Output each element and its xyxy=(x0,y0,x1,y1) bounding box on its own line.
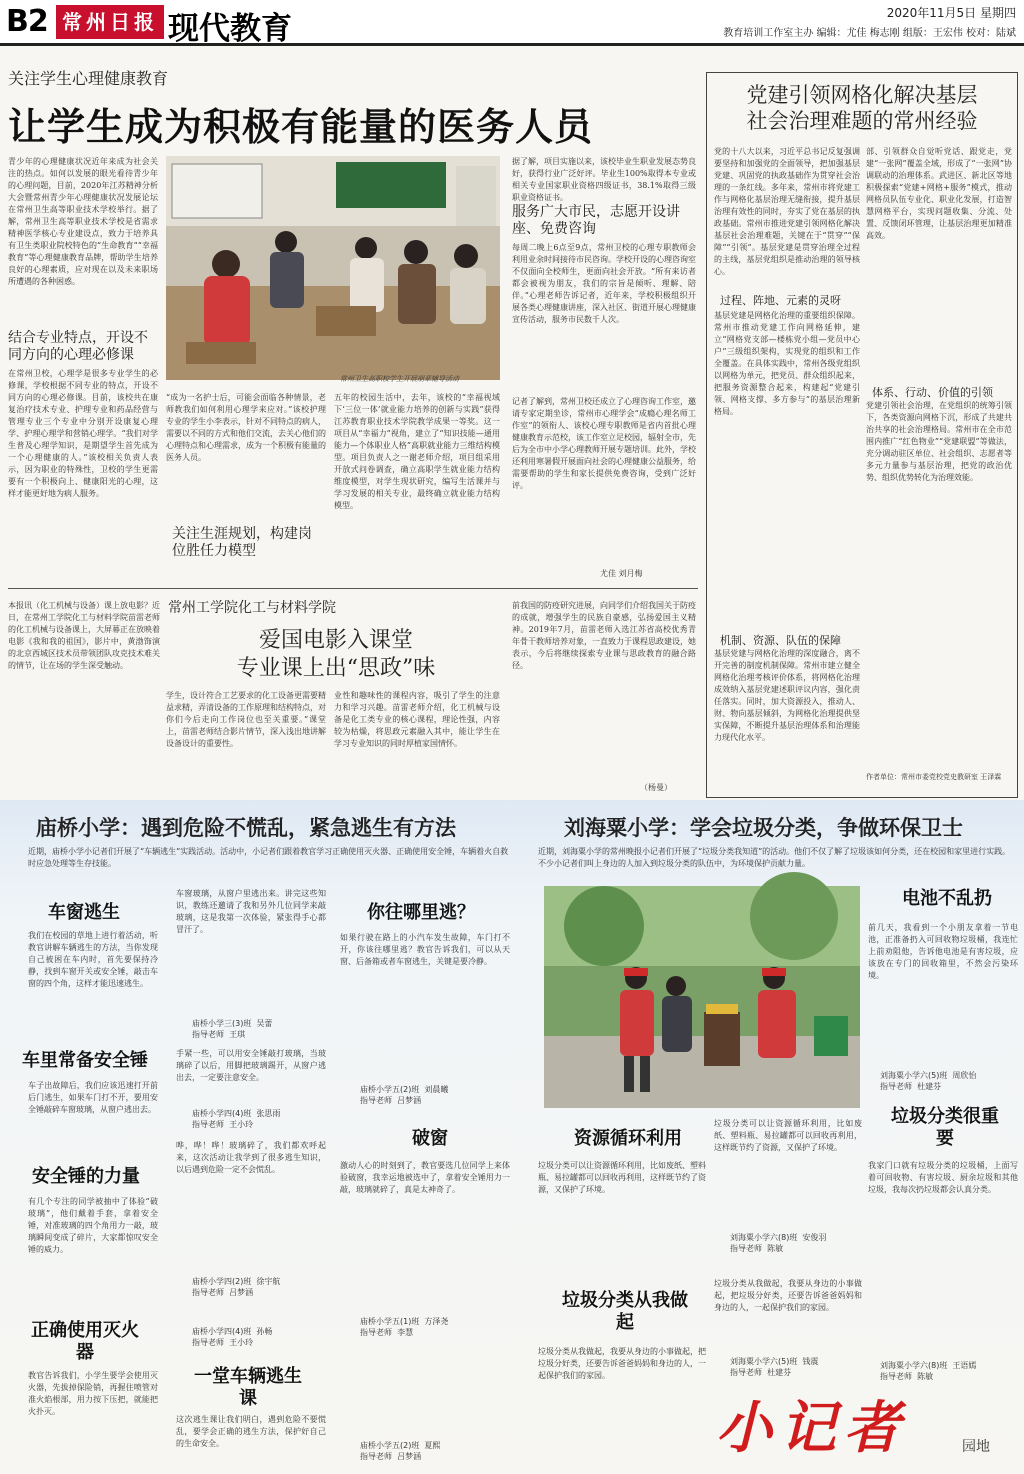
article1-body-d: 五年的校园生活中，去年，该校的“幸福视域下‘三位一体’就业能力培养的创新与实践”获得江苏教育职业技术学院教学成果一等奖。这一项目从“幸福力”视角，建立了“知识技能—通用能力—个体职业人格”高职就业能力三维结构模型。项目负责人之一谢老师介绍，项目组采用开放式问卷调查，确立高职学生就业能力结构维度模型，对学生现状研究，编写生活课并与学习发展的相关专业，最终确立就业能力结构模型。 xyxy=(334,393,500,510)
liuhaisu-sig-4: 刘海粟小学六(8)班 王语嫣 指导老师 陈敏 xyxy=(880,1361,977,1381)
miaoqiao-text-9: 激动人心的时刻到了，教官要选几位同学上来体验破窗，我幸运地被选中了，拿着安全锤用力一敲，玻璃就碎了，真是太神奇了。 xyxy=(340,1161,510,1194)
article1-body-b: 在常州卫校，心理学是很多专业学生的必修课，学校根据不同专业的特点，开设不同方向的心理必修课。目前，该校共在康复治疗技术专业、护理专业和药品经营与管理专业三个专业中分别开设康复心理学、护理心理学和营销心理学。“我们对学生普及心理学知识，是期望学生首先成为一个心理健康的人。”该校相关负责人表示，因为职业的特殊性，卫校的学生更需要有一个积极向上、健康阳光的心理，这样才能更好地为病人服务。 xyxy=(8,369,158,498)
reporter-corner-logo: 小记者 xyxy=(716,1395,908,1461)
miaoqiao-lead: 近期，庙桥小学小记者们开展了“车辆逃生”实践活动。活动中，小记者们跟着教官学习正确使用灭火器、正确使用安全锤，车辆着火自救时应急处理等生存技能。 xyxy=(28,847,509,868)
liuhaisu-text-4b: 垃圾分类从我做起，我要从身边的小事做起，把垃圾分好类，还要告诉爸爸妈妈和身边的人，一起保护我们的家园。 xyxy=(714,1279,862,1312)
article1-subhead-2: 服务广大市民，志愿开设讲座、免费咨询 xyxy=(512,204,680,237)
classroom-photo xyxy=(166,156,500,380)
article3-body-a: 党的十八大以来，习近平总书记反复强调要坚持和加强党的全面领导，把加强基层党建、巩固党的执政基础作为贯穿社会治理的一条红线。多年来，常州市将党建工作与网格化基层治理无缝衔接，提升基层治理有效性的同时，夯实了党在基层的执政基础。常州市推进党建引领网格化解决基层社会治理难题，关键在于“贯穿”“保障”“引领”。基层党建是贯穿治理全过程的主线，基层党组织是推动治理的领导核心。 xyxy=(714,147,860,276)
section-title: 现代教育 xyxy=(168,11,292,47)
miaoqiao-subhead-2: 车里常备安全锤 xyxy=(22,1050,148,1071)
article3-subhead-1: 过程、阵地、元素的灵呀 xyxy=(720,294,841,307)
article2-body-b: 学生，设计符合工艺要求的化工设备更需要精益求精，弄清设备的工作原理和结构特点，对你们今后走向工作岗位也至关重要。”课堂上，苗雷老师结合影片情节，深入浅出地讲解设备设计的重要性。 xyxy=(166,691,326,748)
article3-author: 作者单位：常州市委党校党史教研室 王泽霖 xyxy=(866,773,1002,781)
miaoqiao-text-8: 如果行驶在路上的小汽车发生故障，车门打不开，你该往哪里逃？教官告诉我们，可以从天窗、后备箱或者车窗逃生，关键是要冷静。 xyxy=(340,933,510,966)
liuhaisu-text-2: 我家门口就有垃圾分类的垃圾桶，上面写着可回收物、有害垃圾、厨余垃圾和其他垃圾，我每次扔垃圾都会认真分类。 xyxy=(868,1161,1018,1194)
article1-kicker: 关注学生心理健康教育 xyxy=(8,69,169,88)
article2-body-c: 业性和趣味性的课程内容，吸引了学生的注意力和学习兴趣。苗雷老师介绍，化工机械与设备是化工类专业的核心课程，理论性强，内容较为枯燥，将思政元素融入其中，能让学生在学习专业知识的同时厚植家国情怀。 xyxy=(334,691,500,748)
article2-body-a: 本报讯（化工机械与设备）课上放电影？近日，在常州工学院化工与材料学院苗雷老师的化工机械与设备课上，大屏幕正在放映着电影《我和我的祖国》，影片中，黄渤饰演的北京西城区技术员带领团队攻克技术难关的情节，让在场的学生深受触动。 xyxy=(8,601,160,670)
miaoqiao-subhead-3: 安全锤的力量 xyxy=(32,1166,140,1187)
article1-body-f: 每周二晚上6点至9点，常州卫校的心理专职教师会利用业余时间接待市民咨询。学校开设的心理咨询室不仅面向全校师生，更面向社会开放。“所有来访者都会被视为朋友，我们的宗旨是倾听、理解、陪伴。”心理老师告诉记者，近年来，学校积极组织开展各类心理健康讲座，深入社区、街道开展心理健康宣传活动，服务市民数千人次。 xyxy=(512,243,696,324)
article2-headline-1: 爱国电影入课堂 xyxy=(258,628,413,653)
miaoqiao-text-7: 哗，哗！哗！玻璃碎了，我们都欢呼起来，这次活动让我学到了很多逃生知识，以后遇到危险一定不会慌乱。 xyxy=(176,1141,326,1174)
miaoqiao-subhead-6: 破窗 xyxy=(412,1128,448,1149)
article3-subhead-2: 体系、行动、价值的引领 xyxy=(872,386,993,399)
issue-date: 2020年11月5日 星期四 xyxy=(886,6,1016,20)
article2-school: 常州工学院化工与材料学院 xyxy=(168,600,336,616)
miaoqiao-subhead-4: 正确使用灭火器 xyxy=(31,1320,139,1363)
article1-body-a: 青少年的心理健康状况近年来成为社会关注的热点。如何以发展的眼光看待青少年的心理问题，目前，2020年江苏精神分析大会暨常州青少年心理健康状况发展论坛在常州卫生高等职业技术学校举行。据了解，常州卫生高等职业技术学校是省需求精神医学核心专业建设点，致力于培养具有卫生类职业院校特色的“生命教育”“幸福教育”等心理健康教育品牌，帮助学生培养良好的心理素质，应对现在以及未来职场所遭遇的各种困惑。 xyxy=(8,157,158,286)
paper-logo: 常州日报 xyxy=(56,5,164,39)
article1-body-e: 据了解，项目实施以来，该校毕业生职业发展态势良好，获得行业广泛好评。毕业生100%取得本专业或相关专业国家职业资格四级证书，38.1%取得三级职业资格证书。 xyxy=(512,157,696,202)
divider xyxy=(8,588,698,589)
reporter-corner-tag: 园地 xyxy=(962,1439,990,1455)
miaoqiao-sig-4: 庙桥小学四(4)班 孙畅 指导老师 王小玲 xyxy=(192,1327,273,1347)
miaoqiao-sig-5: 庙桥小学五(2)班 刘晨曦 指导老师 吕梦涵 xyxy=(360,1085,449,1105)
liuhaisu-sig-2: 刘海粟小学六(8)班 安俊羽 指导老师 陈敏 xyxy=(730,1233,827,1253)
miaoqiao-text-4: 教官告诉我们，小学生要学会使用灭火器，先拔掉保险销，再握住喷管对准火焰根部，用力按下压把，就能把火扑灭。 xyxy=(28,1371,158,1416)
article3-body-b: 基层党建是网格化治理的重要组织保障。常州市推动党建工作向网格延伸，建立“网格党支部—楼栋党小组—党员中心户”三级组织架构，实现党的组织和工作全覆盖。在具体实践中，常州各级党组织以网格为单元，把党员、群众组织起来，把服务资源整合起来，构建起“党建引领、网格支撑、多方参与”的基层治理新格局。 xyxy=(714,311,860,416)
article2-body-d: 前我国的防疫研究进展，向同学们介绍我国关于防疫的成就，增强学生的民族自豪感，弘扬爱国主义精神。2019年7月，苗雷老师入选江苏省高校优秀青年骨干教师培养对象，一直致力于课程思政建设，她表示，今后将继续探索专业课与思政教育的融合路径。 xyxy=(512,601,696,670)
miaoqiao-text-5: 车窗玻璃，从窗户里逃出来。讲完这些知识，教练还邀请了我和另外几位同学来敲玻璃，这是我第一次体验，紧张得手心都冒汗了。 xyxy=(176,889,326,934)
liuhaisu-text-4: 垃圾分类从我做起，我要从身边的小事做起，把垃圾分好类，还要告诉爸爸妈妈和身边的人，一起保护我们的家园。 xyxy=(538,1347,706,1380)
article3-body-d: 党建引领社会治理，在党组织的统筹引领下，各类资源向网格下沉，形成了共建共治共享的社会治理格局。常州市在全市范围内推广“红色物业”“党建联盟”等做法，充分调动驻区单位、社会组织、志愿者等多元力量参与基层治理，把党的政治优势、组织优势转化为治理效能。 xyxy=(866,401,1012,482)
miaoqiao-sig-3: 庙桥小学四(2)班 徐宇航 指导老师 吕梦涵 xyxy=(192,1277,281,1297)
page-number: B2 xyxy=(6,4,48,39)
miaoqiao-text-1: 我们在校园的草地上进行着活动，听教官讲解车辆逃生的方法，当你发现自己被困在车内时，首先要保持冷静，找到车窗开关或安全锤，敲击车窗的四个角，这样才能迅速逃生。 xyxy=(28,931,158,988)
liuhaisu-sig-1: 刘海粟小学六(5)班 周欣怡 指导老师 杜建芬 xyxy=(880,1071,977,1091)
liuhaisu-text-3: 垃圾分类可以让资源循环利用，比如废纸、塑料瓶、易拉罐都可以回收再利用，这样既节约了资源，又保护了环境。 xyxy=(538,1161,706,1194)
liuhaisu-photo xyxy=(544,886,860,1108)
liuhaisu-text-3b: 垃圾分类可以让资源循环利用，比如废纸、塑料瓶、易拉罐都可以回收再利用，这样既节约了资源，又保护了环境。 xyxy=(714,1119,862,1152)
miaoqiao-sig-2: 庙桥小学四(4)班 张思雨 指导老师 王小玲 xyxy=(192,1109,281,1129)
miaoqiao-text-6: 手紧一些，可以用安全锤敲打玻璃，当玻璃碎了以后，用脚把玻璃踢开，从窗户逃出去，一定要注意安全。 xyxy=(176,1049,326,1082)
liuhaisu-sig-3: 刘海粟小学六(5)班 钱震 指导老师 杜建芬 xyxy=(730,1357,819,1377)
article1-photo xyxy=(166,156,500,380)
miaoqiao-subhead-1: 车窗逃生 xyxy=(48,902,120,923)
article3-body-c: 部、引领群众自觉听党话、跟党走，党建“一张网”覆盖全域，形成了“一张网”协调联动的治理体系。武进区、新北区等地积极探索“党建+网格+服务”模式，推动网格员队伍专业化、职业化发展，打造智慧网格平台，实现问题收集、分流、处置、反馈闭环管理，让基层治理更加精准高效。 xyxy=(866,147,1012,240)
miaoqiao-sig-7: 庙桥小学五(2)班 夏熙 指导老师 吕梦涵 xyxy=(360,1441,441,1461)
miaoqiao-subhead-7: 一堂车辆逃生课 xyxy=(194,1366,302,1409)
miaoqiao-subhead-5: 你往哪里逃？ xyxy=(367,902,475,923)
miaoqiao-text-3: 有几个专注的同学被抽中了体验“破玻璃”，他们戴着手套，拿着安全锤，对准玻璃的四个角用力一敲，玻璃瞬间变成了碎片，大家都惊叹安全锤的威力。 xyxy=(28,1197,158,1254)
miaoqiao-text-2: 车子出故障后，我们应该迅速打开前后门逃生，如果车门打不开，要用安全锤敲碎车窗玻璃，从窗户逃出去。 xyxy=(28,1081,158,1114)
article2-headline-2: 专业课上出“思政”味 xyxy=(236,656,436,681)
liuhaisu-subhead-3: 资源循环利用 xyxy=(574,1128,682,1149)
liuhaisu-subhead-1: 电池不乱扔 xyxy=(902,888,992,909)
article1-headline: 让学生成为积极有能量的医务人员 xyxy=(8,105,594,149)
liuhaisu-subhead-4: 垃圾分类从我做起 xyxy=(562,1290,688,1333)
miaoqiao-title: 庙桥小学：遇到危险不慌乱，紧急逃生有方法 xyxy=(36,815,456,840)
editor-credits: 教育培训工作室主办 编辑：尤佳 梅志刚 组版：王宏伟 校对：陆斌 xyxy=(723,28,1016,39)
masthead xyxy=(0,0,1024,46)
miaoqiao-text-10: 这次逃生课让我们明白，遇到危险不要慌乱，要学会正确的逃生方法，保护好自己的生命安全。 xyxy=(176,1415,326,1448)
liuhaisu-text-1: 前几天，我看到一个小朋友拿着一节电池，正准备扔入可回收物垃圾桶，我连忙上前劝阻他，告诉他电池是有害垃圾，应该放在专门的回收箱里，不然会污染环境。 xyxy=(868,923,1018,980)
article1-body-g: 记者了解到，常州卫校还成立了心理咨询工作室，邀请专家定期坐诊，常州市心理学会“成瘾心理名师工作室”的领衔人、该校心理专职教师是省内首批心理健康教育示范校，该工作室立足校园，辐射全市，先后为全市中小学心理教师开展专题培训。此外，学校还利用寒暑假开展面向社会的心理健康公益服务，给需要帮助的学生和家长提供免费咨询，受到广泛好评。 xyxy=(512,397,696,490)
article1-author: 尤佳 刘月梅 xyxy=(600,569,643,578)
article1-body-c: “成为一名护士后，可能会面临各种情景，老师教我们如何利用心理学来应对。”该校护理专业的学生小李表示，针对不同特点的病人，需要以不同的方式和他们交流，去关心他们的心理特点和心理需求，成为一个积极有能量的医务人员。 xyxy=(166,393,326,462)
article3-subhead-3: 机制、资源、队伍的保障 xyxy=(720,634,841,647)
liuhaisu-title: 刘海粟小学：学会垃圾分类，争做环保卫士 xyxy=(564,815,963,840)
photo-caption: 常州卫生高职校学生开展朋辈辅导活动 xyxy=(340,375,459,383)
miaoqiao-sig-6: 庙桥小学五(1)班 方泽尧 指导老师 李慧 xyxy=(360,1317,449,1337)
miaoqiao-sig-1: 庙桥小学三(3)班 吴蕾 指导老师 王琪 xyxy=(192,1019,273,1039)
liuhaisu-lead: 近期，刘海粟小学的常州晚报小记者们开展了“垃圾分类我知道”的活动。他们不仅了解了垃圾该如何分类，还在校园和家里进行实践。不少小记者们叫上身边的人加入到垃圾分类的队伍中，为环境保护贡献力量。 xyxy=(538,847,1011,868)
article1-subhead-1: 结合专业特点，开设不同方向的心理必修课 xyxy=(8,330,148,363)
article3-headline-2: 社会治理难题的常州经验 xyxy=(746,109,978,133)
garbage-sorting-photo xyxy=(544,886,860,1108)
article3-body-e: 基层党建与网格化治理的深度融合，离不开完善的制度机制保障。常州市建立健全网格化治理考核评价体系，将网格化治理成效纳入基层党建述职评议内容，强化责任落实。同时，加大资源投入，推动人、财、物向基层倾斜，为网格化治理提供坚实保障，不断提升基层治理体系和治理能力现代化水平。 xyxy=(714,649,860,742)
liuhaisu-subhead-2: 垃圾分类很重要 xyxy=(891,1106,999,1149)
article1-subhead-3: 关注生涯规划，构建岗位胜任力模型 xyxy=(172,526,312,559)
article3-headline-1: 党建引领网格化解决基层 xyxy=(746,83,978,107)
article2-author: （杨曼） xyxy=(640,783,672,792)
